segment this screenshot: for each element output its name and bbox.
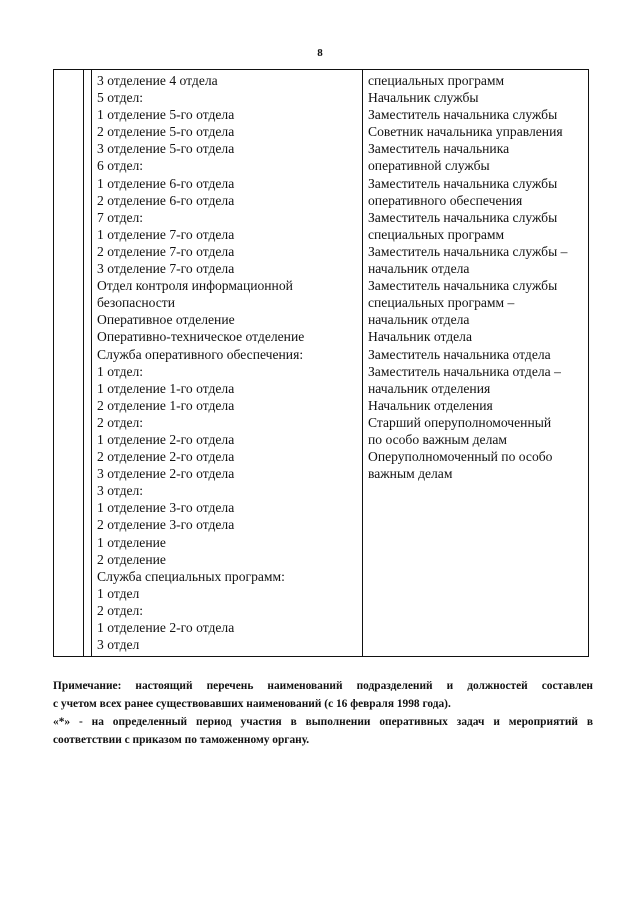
table-line: Заместитель начальника службы bbox=[368, 175, 558, 191]
table-line: 3 отделение 7-го отдела bbox=[97, 261, 235, 277]
table-line: Служба оперативного обеспечения: bbox=[97, 346, 304, 362]
table-line: Оперуполномоченный по особо bbox=[368, 449, 553, 465]
table-line: Старший оперуполномоченный bbox=[368, 414, 552, 430]
table-line: 2 отдел: bbox=[97, 602, 144, 618]
table-line: 2 отделение 1-го отдела bbox=[97, 397, 235, 413]
table-line: 2 отделение bbox=[97, 551, 166, 567]
column-divider bbox=[83, 70, 84, 656]
table-line: 1 отделение bbox=[97, 534, 166, 550]
note-line: Примечание: настоящий перечень наименований подразделений и должностей составлен bbox=[53, 680, 593, 692]
table-line: 7 отдел: bbox=[97, 209, 144, 225]
table-line: Заместитель начальника службы bbox=[368, 107, 558, 123]
table-line: 1 отделение 1-го отдела bbox=[97, 380, 235, 396]
note-line: с учетом всех ранее существовавших наименований (с 16 февраля 1998 года). bbox=[53, 698, 451, 710]
table-line: 3 отдел bbox=[97, 637, 140, 653]
note-line: «*» - на определенный период участия в выполнении оперативных задач и мероприятий в bbox=[53, 716, 593, 728]
table-line: 1 отделение 5-го отдела bbox=[97, 107, 235, 123]
table-line: оперативного обеспечения bbox=[368, 192, 523, 208]
table-line: Служба специальных программ: bbox=[97, 568, 285, 584]
table-line: специальных программ bbox=[368, 73, 505, 88]
table-line: важным делам bbox=[368, 466, 453, 482]
table-line: 5 отдел: bbox=[97, 90, 144, 106]
table-line: начальник отдела bbox=[368, 261, 470, 277]
position-column bbox=[368, 72, 588, 482]
table-line: 2 отделение 2-го отдела bbox=[97, 449, 235, 465]
table-line: 1 отдел: bbox=[97, 363, 144, 379]
table-line: по особо важным делам bbox=[368, 431, 507, 447]
table-line: оперативной службы bbox=[368, 158, 490, 174]
table-line: 2 отделение 6-го отдела bbox=[97, 192, 235, 208]
table-line: Отдел контроля информационной bbox=[97, 278, 293, 294]
table-line: Советник начальника управления bbox=[368, 124, 563, 140]
subdivision-column bbox=[97, 72, 357, 653]
table-line: Начальник отдела bbox=[368, 329, 472, 345]
table-line: Оперативно-техническое отделение bbox=[97, 329, 305, 345]
table-line: 3 отделение 4 отдела bbox=[97, 73, 218, 88]
table-line: 6 отдел: bbox=[97, 158, 144, 174]
table-line: 2 отделение 7-го отдела bbox=[97, 243, 235, 259]
table-line: начальник отделения bbox=[368, 380, 491, 396]
table-line: 1 отделение 7-го отдела bbox=[97, 226, 235, 242]
page-number: 8 bbox=[317, 47, 323, 59]
table-line: безопасности bbox=[97, 295, 176, 311]
table-line: Заместитель начальника службы bbox=[368, 209, 558, 225]
table-line: 1 отделение 6-го отдела bbox=[97, 175, 235, 191]
table-line: Заместитель начальника службы bbox=[368, 278, 558, 294]
table-line: 2 отделение 3-го отдела bbox=[97, 517, 235, 533]
table-line: 2 отделение 5-го отдела bbox=[97, 124, 235, 140]
table-line: 1 отделение 2-го отдела bbox=[97, 620, 235, 635]
table-line: специальных программ – bbox=[368, 295, 515, 311]
table-line: 3 отдел: bbox=[97, 483, 144, 499]
table-line: Оперативное отделение bbox=[97, 312, 235, 328]
table-line: 1 отделение 3-го отдела bbox=[97, 500, 235, 516]
table-line: Начальник службы bbox=[368, 90, 479, 106]
table-line: 1 отделение 2-го отдела bbox=[97, 431, 235, 447]
table-line: Заместитель начальника bbox=[368, 141, 510, 157]
positions-table bbox=[53, 69, 589, 657]
table-line: 2 отдел: bbox=[97, 414, 144, 430]
note-line: соответствии с приказом по таможенному органу. bbox=[53, 734, 310, 746]
table-line: специальных программ bbox=[368, 226, 505, 242]
column-divider bbox=[362, 70, 363, 656]
table-line: начальник отдела bbox=[368, 312, 470, 328]
table-line: 3 отделение 5-го отдела bbox=[97, 141, 235, 157]
table-line: Заместитель начальника отдела – bbox=[368, 363, 561, 379]
table-line: Заместитель начальника отдела bbox=[368, 346, 551, 362]
column-divider bbox=[91, 70, 92, 656]
table-line: 3 отделение 2-го отдела bbox=[97, 466, 235, 482]
footnote bbox=[53, 677, 593, 749]
table-line: 1 отдел bbox=[97, 585, 140, 601]
table-line: Начальник отделения bbox=[368, 397, 493, 413]
table-line: Заместитель начальника службы – bbox=[368, 243, 568, 259]
